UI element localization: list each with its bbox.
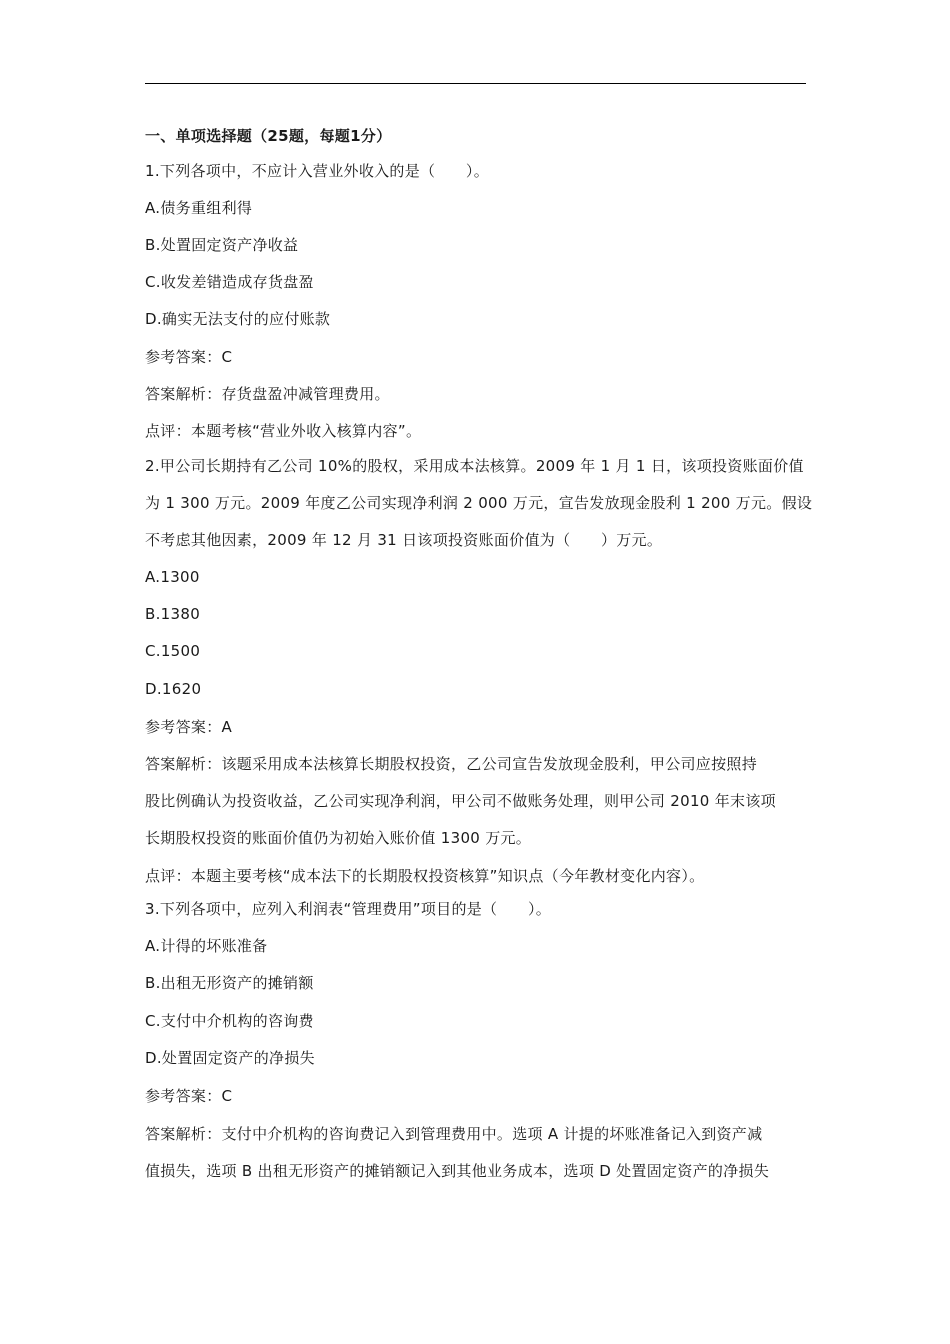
question-2-stem-line-1: 2.甲公司长期持有乙公司 10%的股权，采用成本法核算。2009 年 1 月 1 日，该项投资账面价值 (145, 457, 804, 475)
question-2-explanation-line-3: 长期股权投资的账面价值仍为初始入账价值 1300 万元。 (145, 829, 532, 847)
question-3-option-b: B.出租无形资产的摊销额 (145, 974, 314, 992)
question-3-option-c: C.支付中介机构的咨询费 (145, 1012, 314, 1030)
question-2-explanation-line-2: 股比例确认为投资收益，乙公司实现净利润，甲公司不做账务处理，则甲公司 2010 年末该项 (145, 792, 776, 810)
question-2-stem-line-2: 为 1 300 万元。2009 年度乙公司实现净利润 2 000 万元，宣告发放现金股利 1 200 万元。假设 (145, 494, 813, 512)
question-3-stem: 3.下列各项中，应列入利润表“管理费用”项目的是（ ）。 (145, 900, 552, 918)
question-3-answer: 参考答案：C (145, 1087, 233, 1105)
question-1-stem: 1.下列各项中，不应计入营业外收入的是（ ）。 (145, 162, 490, 180)
question-1-option-b: B.处置固定资产净收益 (145, 236, 299, 254)
question-2-option-d: D.1620 (145, 680, 202, 698)
header-rule (145, 83, 806, 84)
question-2-stem-line-3: 不考虑其他因素，2009 年 12 月 31 日该项投资账面价值为（ ）万元。 (145, 531, 663, 549)
question-2-option-b: B.1380 (145, 605, 201, 623)
question-2-option-a: A.1300 (145, 568, 200, 586)
question-2-option-c: C.1500 (145, 642, 201, 660)
question-3-option-a: A.计得的坏账准备 (145, 937, 268, 955)
question-3-option-d: D.处置固定资产的净损失 (145, 1049, 315, 1067)
question-2-comment: 点评：本题主要考核“成本法下的长期股权投资核算”知识点（今年教材变化内容）。 (145, 867, 705, 885)
section-title: 一、单项选择题（25题，每题1分） (145, 127, 392, 145)
question-1-comment: 点评：本题考核“营业外收入核算内容”。 (145, 422, 422, 440)
question-1-option-a: A.债务重组利得 (145, 199, 253, 217)
question-3-explanation-line-1: 答案解析：支付中介机构的咨询费记入到管理费用中。选项 A 计提的坏账准备记入到资产减 (145, 1125, 763, 1143)
question-1-answer: 参考答案：C (145, 348, 233, 366)
question-2-answer: 参考答案：A (145, 718, 233, 736)
question-1-option-c: C.收发差错造成存货盘盈 (145, 273, 314, 291)
question-3-explanation-line-2: 值损失，选项 B 出租无形资产的摊销额记入到其他业务成本，选项 D 处置固定资产的净损失 (145, 1162, 770, 1180)
question-1-explanation: 答案解析：存货盘盈冲减管理费用。 (145, 385, 390, 403)
question-2-explanation-line-1: 答案解析：该题采用成本法核算长期股权投资，乙公司宣告发放现金股利，甲公司应按照持 (145, 755, 758, 773)
question-1-option-d: D.确实无法支付的应付账款 (145, 310, 331, 328)
